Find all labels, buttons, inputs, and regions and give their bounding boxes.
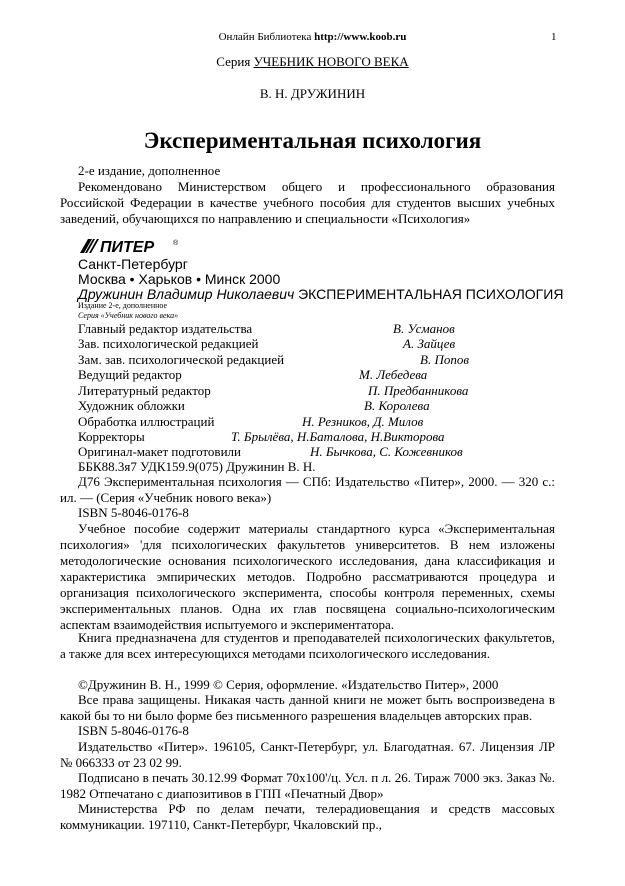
license-paragraph bbox=[60, 739, 555, 771]
abstract-text: Учебное пособие содержит материалы стандартного курса «Экспериментальная психология» 'для психологических факультетов университетов. В нем изложены методологические основания психологического исследования, дана классификация и характеристика эмпирических методов. Подробно рассматриваются процедура и организация психологического эксперимента, способы контроля переменных, схемы экспериментальных планов. Одна их глав посвящена социально-психологическим аспектам взаимодействия испытуемого и экспериментатора. bbox=[60, 521, 555, 632]
credit-role: Зам. зав. психологической редакцией bbox=[78, 352, 285, 367]
credit-role: Корректоры bbox=[78, 429, 145, 444]
abstract-paragraph bbox=[60, 521, 555, 633]
edition-note bbox=[60, 163, 555, 179]
d76-paragraph bbox=[60, 474, 555, 506]
credit-name: Н. Резников, Д. Милов bbox=[302, 414, 424, 429]
credit-role: Зав. психологической редакцией bbox=[78, 336, 259, 351]
page-number: 1 bbox=[551, 31, 557, 43]
credit-role: Обработка иллюстраций bbox=[78, 414, 215, 429]
book-title: Экспериментальная психология bbox=[143, 128, 482, 153]
publisher-city: Санкт-Петербург bbox=[78, 256, 188, 272]
license-text: Издательство «Питер». 196105, Санкт-Петербург, ул. Благодатная. 67. Лицензия ЛР № 066333 от 23 02 99. bbox=[60, 739, 555, 770]
credit-role: Оригинал-макет подготовили bbox=[78, 444, 241, 459]
series-name: УЧЕБНИК НОВОГО ВЕКА bbox=[253, 54, 409, 69]
publisher-cities-year: Москва • Харьков • Минск 2000 bbox=[78, 271, 281, 287]
logo-registered-mark: ® bbox=[173, 240, 179, 247]
library-url[interactable]: http://www.koob.ru bbox=[314, 31, 407, 43]
logo-text: ПИТЕР bbox=[100, 239, 155, 255]
recommendation-paragraph bbox=[60, 179, 555, 227]
audience-paragraph bbox=[60, 630, 555, 662]
credit-role: Главный редактор издательства bbox=[78, 321, 253, 336]
edition-note-text: 2-е издание, дополненное bbox=[78, 163, 221, 178]
isbn-line-2: ISBN 5-8046-0176-8 bbox=[78, 723, 189, 738]
d76-text: Д76 Экспериментальная психология — СПб: Издательство «Питер», 2000. — 320 с.: ил. — (Серия «Учебник нового века») bbox=[60, 474, 555, 505]
credit-role: Ведущий редактор bbox=[78, 367, 182, 382]
credit-name: П. Предбанникова bbox=[368, 383, 469, 398]
credit-name: Н. Бычкова, С. Кожевников bbox=[310, 444, 463, 459]
print-info-paragraph bbox=[60, 770, 555, 802]
audience-text: Книга предназначена для студентов и преподавателей психологических факультетов, а также для всех интересующихся методами психологического исследования. bbox=[60, 630, 555, 661]
isbn-line-1: ISBN 5-8046-0176-8 bbox=[78, 505, 189, 520]
credit-name: Т. Брылёва, Н.Баталова, Н.Викторова bbox=[231, 429, 445, 444]
small-series-note: Серия «Учебник нового века» bbox=[78, 311, 179, 320]
credit-role: Художник обложки bbox=[78, 398, 185, 413]
series-line bbox=[0, 54, 625, 70]
author-italic: Дружинин Владимир Николаевич bbox=[78, 286, 295, 302]
ministry-text: Министерства РФ по делам печати, телерадиовещания и средств массовых коммуникации. 197110, Санкт-Петербург, Чкаловский пр., bbox=[60, 801, 555, 832]
author-name: В. Н. ДРУЖИНИН bbox=[259, 86, 366, 101]
small-edition-note: Издание 2-е, дополненное bbox=[78, 301, 168, 310]
print-info-text: Подписано в печать 30.12.99 Формат 70x100'/ц. Усл. п л. 26. Тираж 7000 экз. Заказ №. 1982 Отпечатано с диапозитивов в ГПП «Печатный Двор» bbox=[60, 770, 555, 801]
series-prefix: Серия bbox=[216, 54, 254, 69]
credit-name: М. Лебедева bbox=[359, 367, 428, 382]
credit-name: А. Зайцев bbox=[403, 336, 456, 351]
publisher-book-line bbox=[78, 286, 563, 302]
copyright-line: ©Дружинин В. Н., 1999 © Серия, оформление. «Издательство Питер», 2000 bbox=[78, 677, 499, 692]
ministry-paragraph bbox=[60, 801, 555, 833]
credit-role: Литературный редактор bbox=[78, 383, 211, 398]
library-prefix: Онлайн Библиотека bbox=[218, 31, 315, 43]
book-caps: ЭКСПЕРИМЕНТАЛЬНАЯ ПСИХОЛОГИЯ bbox=[294, 286, 564, 302]
credit-name: В. Усманов bbox=[393, 321, 455, 336]
bbk-line: ББК88.3я7 УДК159.9(075) Дружинин В. Н. bbox=[78, 459, 316, 474]
library-header bbox=[0, 31, 625, 43]
credit-name: В. Королева bbox=[364, 398, 430, 413]
piter-logo-mark bbox=[78, 237, 188, 255]
rights-paragraph bbox=[60, 692, 555, 724]
credit-name: В. Попов bbox=[420, 352, 469, 367]
rights-text: Все права защищены. Никакая часть данной книги не может быть воспроизведена в какой бы то ни было форме без письменного разрешения владельцев авторских прав. bbox=[60, 692, 555, 723]
recommendation-text: Рекомендовано Министерством общего и профессионального образования Российской Федерации в качестве учебного пособия для студентов высших учебных заведений, обучающихся по направлению и специальности «Психология» bbox=[60, 179, 555, 226]
